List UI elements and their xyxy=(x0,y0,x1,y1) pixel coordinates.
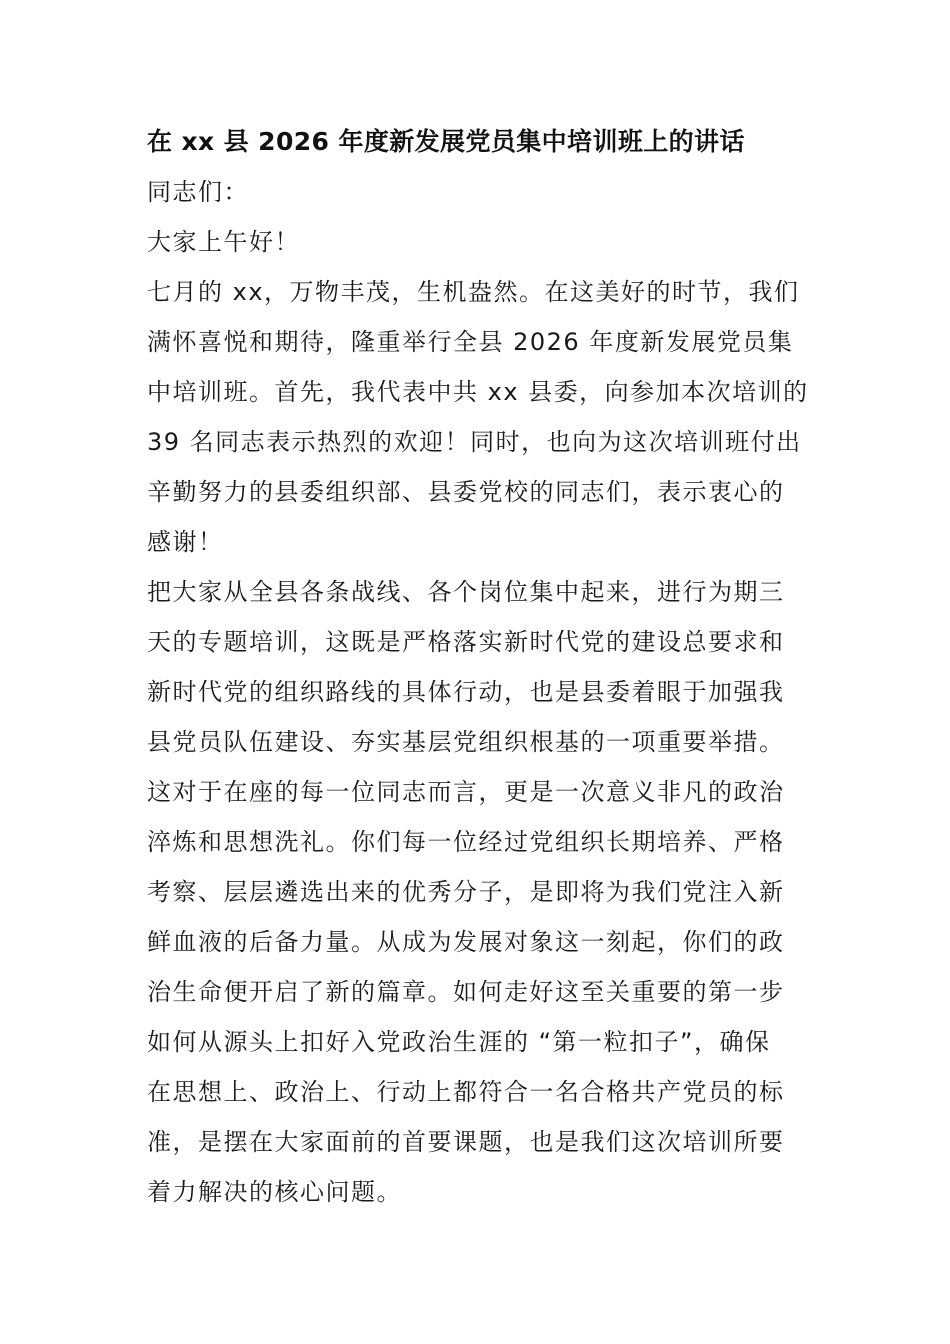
body-line: 七月的 xx，万物丰茂，生机盎然。在这美好的时节，我们 xyxy=(147,278,800,306)
body-line: 如何从源头上扣好入党政治生涯的 “第一粒扣子”，确保 xyxy=(147,1028,771,1056)
body-line: 鲜血液的后备力量。从成为发展对象这一刻起，你们的政 xyxy=(147,928,785,956)
body-line: 满怀喜悦和期待，隆重举行全县 2026 年度新发展党员集 xyxy=(147,328,794,356)
body-line: 感谢！ xyxy=(147,528,224,556)
body-line: 这对于在座的每一位同志而言，更是一次意义非凡的政治 xyxy=(147,778,785,806)
body-line: 在思想上、政治上、行动上都符合一名合格共产党员的标 xyxy=(147,1078,785,1106)
body-line: 淬炼和思想洗礼。你们每一位经过党组织长期培养、严格 xyxy=(147,828,785,856)
body-line: 县党员队伍建设、夯实基层党组织根基的一项重要举措。 xyxy=(147,728,785,756)
body-line: 中培训班。首先，我代表中共 xx 县委，向参加本次培训的 xyxy=(147,378,809,406)
body-line: 天的专题培训，这既是严格落实新时代党的建设总要求和 xyxy=(147,628,785,656)
body-line: 辛勤努力的县委组织部、县委党校的同志们，表示衷心的 xyxy=(147,478,785,506)
document-title: 在 xx 县 2026 年度新发展党员集中培训班上的讲话 xyxy=(147,127,745,156)
body-line: 39 名同志表示热烈的欢迎！同时，也向为这次培训班付出 xyxy=(147,428,802,456)
document-body xyxy=(147,167,809,1217)
body-line: 着力解决的核心问题。 xyxy=(147,1178,402,1206)
body-line: 准，是摆在大家面前的首要课题，也是我们这次培训所要 xyxy=(147,1128,785,1156)
body-line: 考察、层层遴选出来的优秀分子，是即将为我们党注入新 xyxy=(147,878,785,906)
body-line: 大家上午好！ xyxy=(147,228,300,256)
body-line: 同志们： xyxy=(147,178,249,206)
body-line: 新时代党的组织路线的具体行动，也是县委着眼于加强我 xyxy=(147,678,785,706)
body-line: 治生命便开启了新的篇章。如何走好这至关重要的第一步 xyxy=(147,978,785,1006)
body-line: 把大家从全县各条战线、各个岗位集中起来，进行为期三 xyxy=(147,578,785,606)
